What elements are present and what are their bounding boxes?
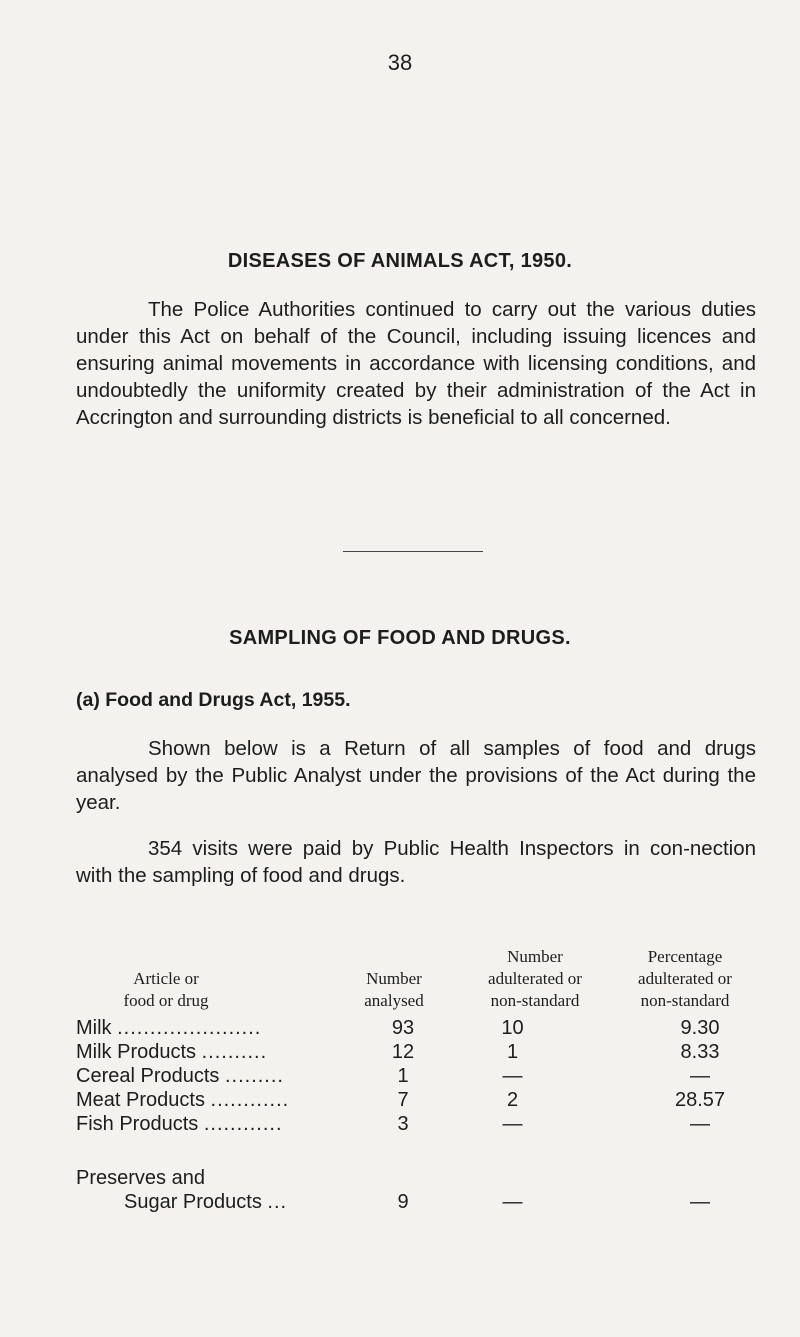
header-percentage-line2: adulterated or bbox=[638, 969, 732, 988]
header-article-line2: food or drug bbox=[123, 991, 209, 1010]
row-article: Sugar Products bbox=[124, 1191, 262, 1213]
row-adulterated: — bbox=[502, 1113, 523, 1135]
row-adulterated: — bbox=[502, 1191, 523, 1213]
row-article: Meat Products bbox=[76, 1089, 205, 1111]
header-article bbox=[86, 968, 246, 1012]
row-dots: ... bbox=[267, 1191, 288, 1213]
row-adulterated: 10 bbox=[501, 1017, 524, 1039]
table-row bbox=[76, 1064, 745, 1088]
header-number-line2: analysed bbox=[364, 991, 424, 1010]
sampling-paragraph-2 bbox=[76, 835, 756, 889]
row-article: Milk Products bbox=[76, 1041, 197, 1063]
row-adulterated: 2 bbox=[506, 1089, 519, 1111]
row-percentage: — bbox=[690, 1065, 710, 1087]
sampling-paragraph-1-text: Shown below is a Return of all samples of food and drugs analysed by the Public Analyst under the provisions of the Act during the year. bbox=[76, 737, 756, 814]
table-spacer bbox=[76, 1136, 745, 1166]
row-adulterated: — bbox=[502, 1065, 523, 1087]
row-number: 93 bbox=[391, 1017, 415, 1039]
sampling-paragraph-2-text: 354 visits were paid by Public Health Inspectors in con-nection with the sampling of food and drugs. bbox=[76, 837, 756, 887]
row-number: 12 bbox=[391, 1041, 415, 1063]
sampling-paragraph-1 bbox=[76, 735, 756, 816]
row-article: Milk bbox=[76, 1017, 112, 1039]
row-percentage: 8.33 bbox=[680, 1041, 720, 1063]
row-number: 3 bbox=[397, 1113, 409, 1135]
row-percentage: 28.57 bbox=[674, 1089, 726, 1111]
header-number-line1: Number bbox=[366, 969, 422, 988]
table-row bbox=[76, 1088, 745, 1112]
row-dots: ............ bbox=[210, 1089, 290, 1111]
header-number-adulterated bbox=[445, 946, 625, 1012]
row-adulterated: 1 bbox=[506, 1041, 519, 1063]
food-drugs-table bbox=[76, 1016, 745, 1214]
section-divider bbox=[343, 551, 483, 552]
row-number: 9 bbox=[397, 1191, 409, 1213]
header-percentage-line3: non-standard bbox=[640, 991, 730, 1010]
row-percentage: — bbox=[690, 1191, 710, 1213]
row-number: 7 bbox=[397, 1089, 409, 1111]
row-percentage: — bbox=[690, 1113, 710, 1135]
section-title-diseases-of-animals: DISEASES OF ANIMALS ACT, 1950. bbox=[227, 250, 573, 272]
header-adulterated-line2: adulterated or bbox=[488, 969, 582, 988]
table-row bbox=[76, 1190, 745, 1214]
row-number: 1 bbox=[397, 1065, 409, 1087]
header-percentage bbox=[610, 946, 760, 1012]
diseases-paragraph bbox=[76, 296, 756, 431]
table-row bbox=[76, 1166, 745, 1190]
row-article: Cereal Products bbox=[76, 1065, 220, 1087]
row-dots: .......... bbox=[201, 1041, 268, 1063]
subheading-food-and-drugs-act: (a) Food and Drugs Act, 1955. bbox=[76, 689, 351, 711]
row-dots: ......... bbox=[224, 1065, 284, 1087]
header-article-line1: Article or bbox=[133, 969, 199, 988]
row-article: Preserves and bbox=[76, 1167, 205, 1189]
table-row bbox=[76, 1112, 745, 1136]
table-row bbox=[76, 1016, 745, 1040]
header-adulterated-line3: non-standard bbox=[490, 991, 580, 1010]
section-title-sampling: SAMPLING OF FOOD AND DRUGS. bbox=[229, 627, 571, 649]
page-number: 38 bbox=[387, 50, 413, 75]
row-article: Fish Products bbox=[76, 1113, 199, 1135]
row-percentage: 9.30 bbox=[680, 1017, 720, 1039]
diseases-paragraph-text: The Police Authorities continued to carry out the various duties under this Act on behalf of the Council, including issuing licences and ensuring animal movements in accordance with licensing conditions, and undoubtedly the uniformity created by their administration of the Act in Accrington and surrounding districts is beneficial to all concerned. bbox=[76, 298, 756, 429]
row-dots: ............ bbox=[203, 1113, 283, 1135]
row-dots: ...................... bbox=[117, 1017, 262, 1039]
table-row bbox=[76, 1040, 745, 1064]
header-percentage-line1: Percentage bbox=[647, 947, 723, 966]
header-number-analysed bbox=[339, 968, 449, 1012]
header-adulterated-line1: Number bbox=[507, 947, 563, 966]
